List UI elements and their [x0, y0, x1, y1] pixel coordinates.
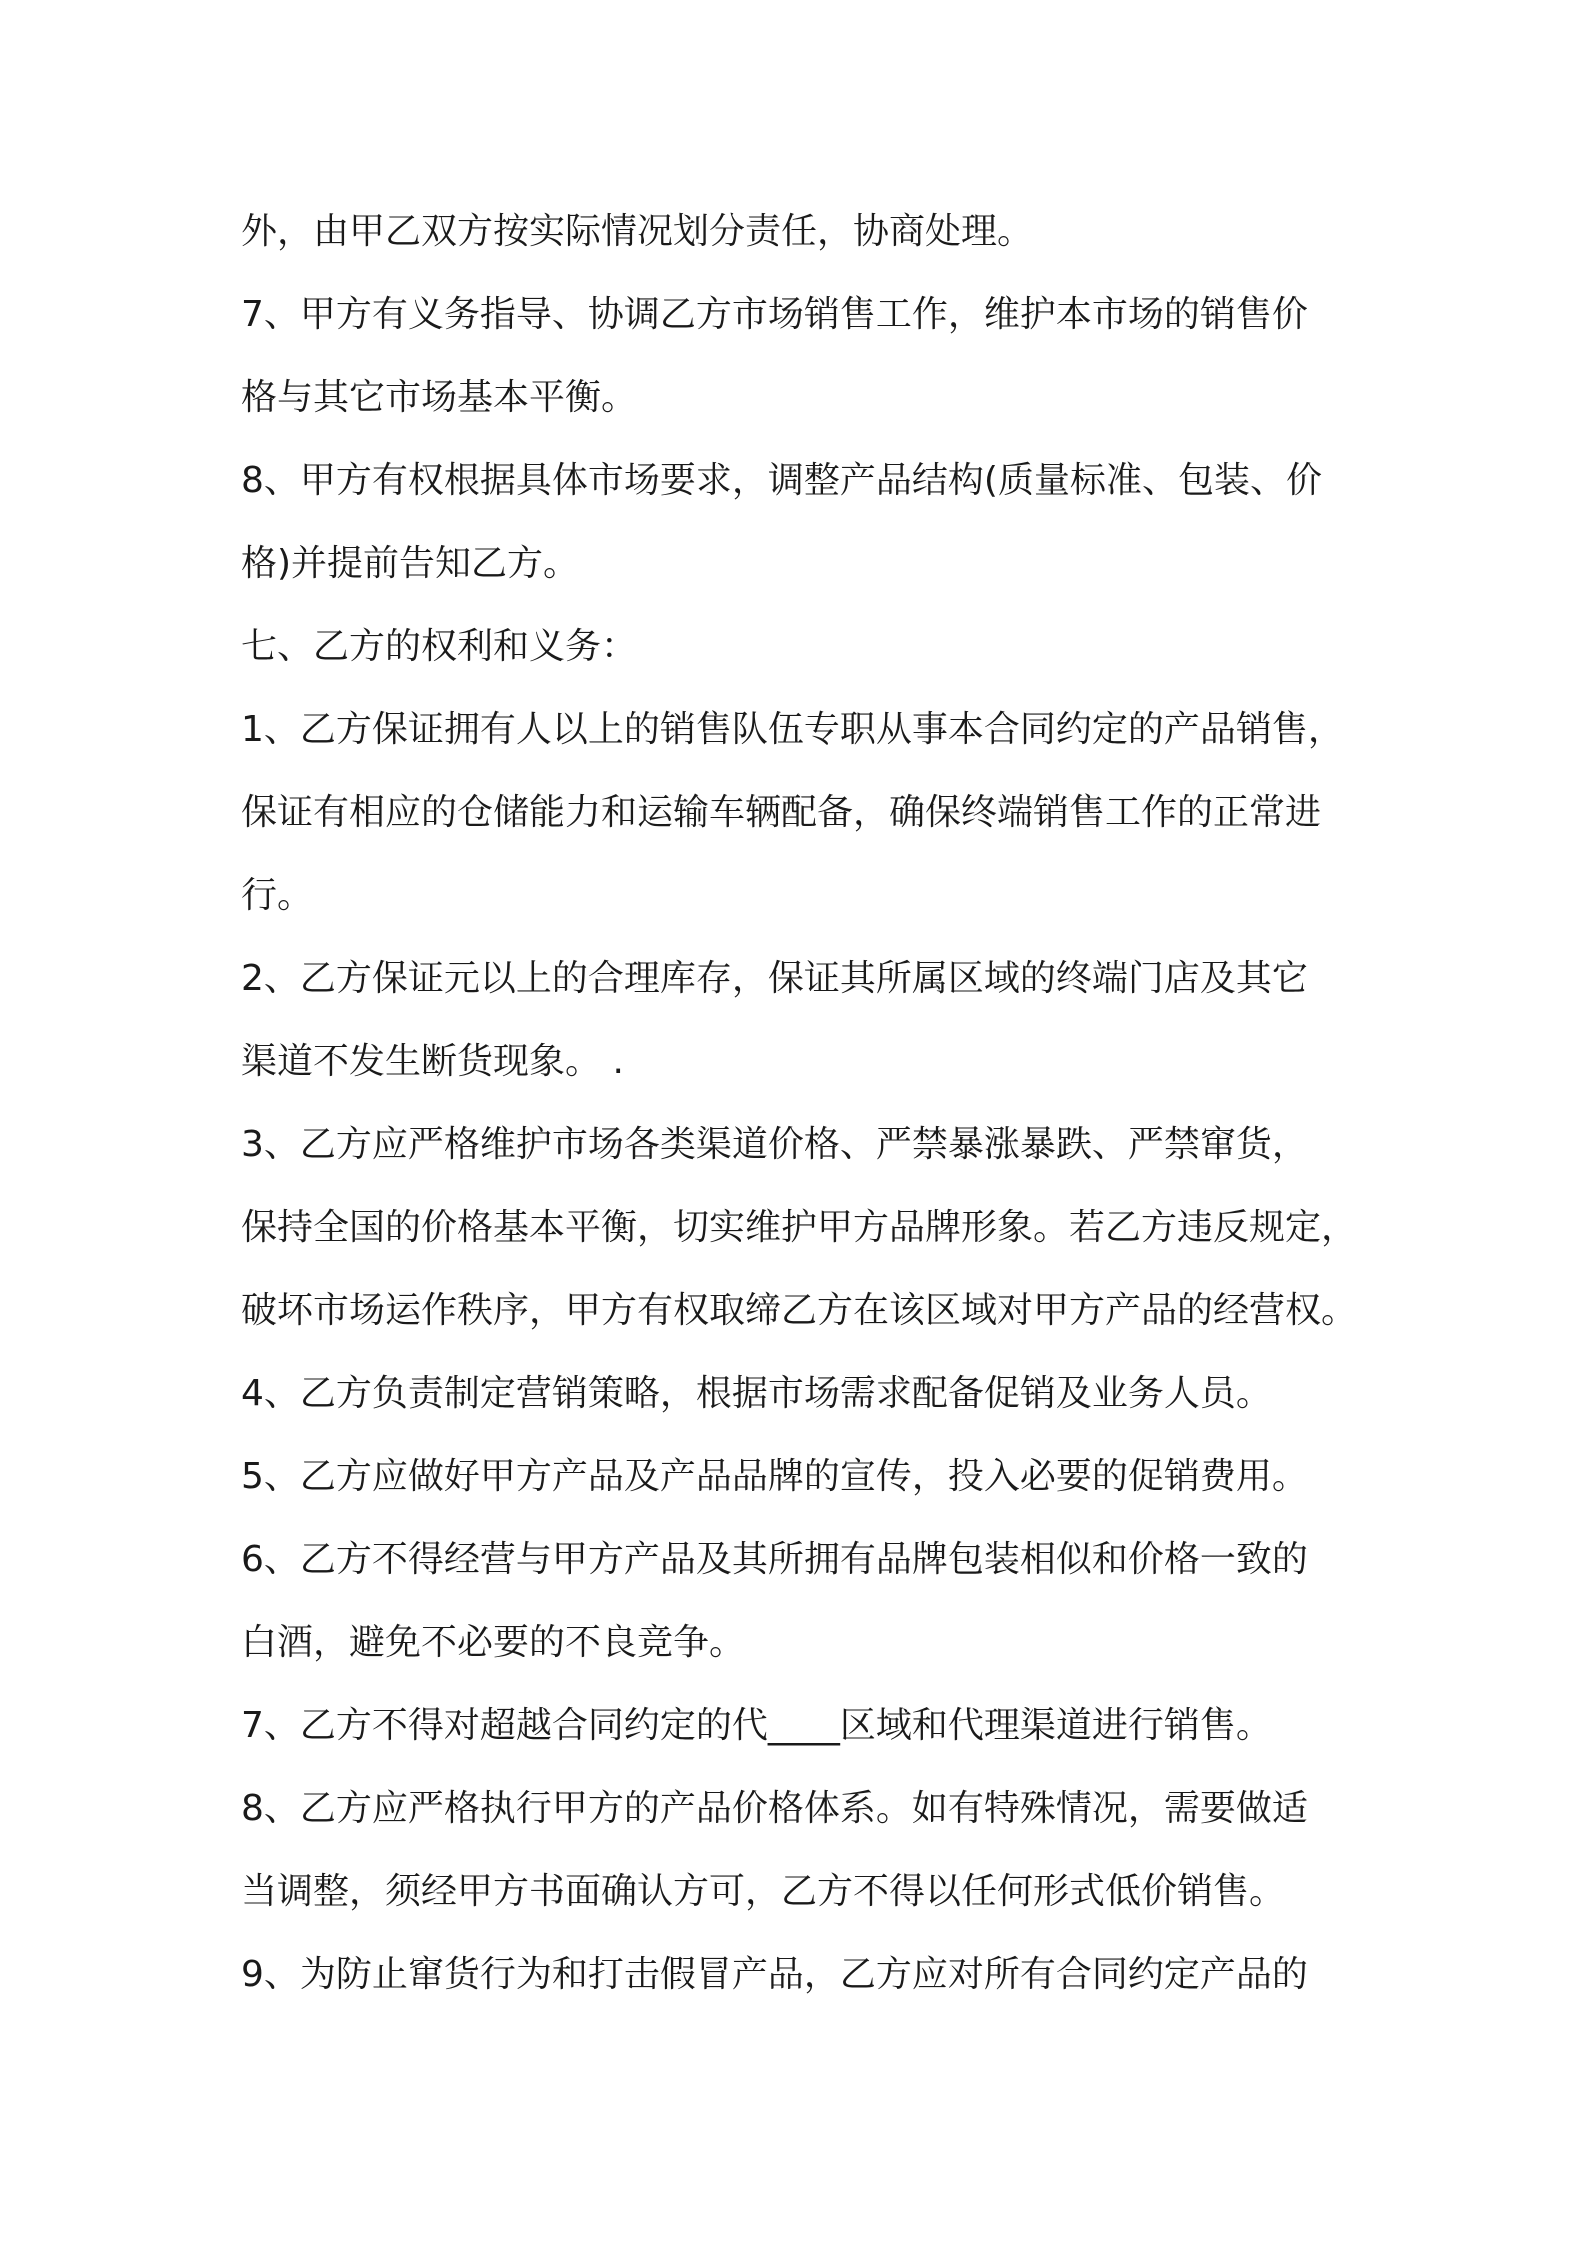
- text-line: 9、为防止窜货行为和打击假冒产品，乙方应对所有合同约定产品的: [241, 1954, 1308, 1995]
- section-heading: 七、乙方的权利和义务：: [241, 626, 638, 667]
- text-line: 行。: [241, 875, 314, 916]
- text-line: 3、乙方应严格维护市场各类渠道价格、严禁暴涨暴跌、严禁窜货，: [241, 1124, 1308, 1165]
- text-line: 8、甲方有权根据具体市场要求，调整产品结构(质量标准、包装、价: [241, 460, 1322, 501]
- text-line: 渠道不发生断货现象。 .: [241, 1041, 624, 1082]
- text-line: 1、乙方保证拥有人以上的销售队伍专职从事本合同约定的产品销售，: [241, 709, 1344, 750]
- text-line: 外，由甲乙双方按实际情况划分责任，协商处理。: [241, 211, 1034, 252]
- text-line: 白酒，避免不必要的不良竞争。: [241, 1622, 746, 1663]
- text-line: 当调整，须经甲方书面确认方可，乙方不得以任何形式低价销售。: [241, 1871, 1286, 1912]
- text-line: 5、乙方应做好甲方产品及产品品牌的宣传，投入必要的促销费用。: [241, 1456, 1308, 1497]
- text-line: 7、甲方有义务指导、协调乙方市场销售工作，维护本市场的销售价: [241, 294, 1308, 335]
- text-line: 8、乙方应严格执行甲方的产品价格体系。如有特殊情况，需要做适: [241, 1788, 1308, 1829]
- text-line: 6、乙方不得经营与甲方产品及其所拥有品牌包装相似和价格一致的: [241, 1539, 1308, 1580]
- text-line: 7、乙方不得对超越合同约定的代____区域和代理渠道进行销售。: [241, 1705, 1272, 1746]
- document-body: [241, 190, 1371, 2016]
- text-line: 4、乙方负责制定营销策略，根据市场需求配备促销及业务人员。: [241, 1373, 1272, 1414]
- text-line: 保证有相应的仓储能力和运输车辆配备，确保终端销售工作的正常进: [241, 792, 1322, 833]
- text-line: 保持全国的价格基本平衡，切实维护甲方品牌形象。若乙方违反规定，: [241, 1207, 1358, 1248]
- text-line: 格与其它市场基本平衡。: [241, 377, 638, 418]
- text-line: 破坏市场运作秩序，甲方有权取缔乙方在该区域对甲方产品的经营权。: [241, 1290, 1358, 1331]
- text-line: 格)并提前告知乙方。: [241, 543, 580, 584]
- text-line: 2、乙方保证元以上的合理库存，保证其所属区域的终端门店及其它: [241, 958, 1308, 999]
